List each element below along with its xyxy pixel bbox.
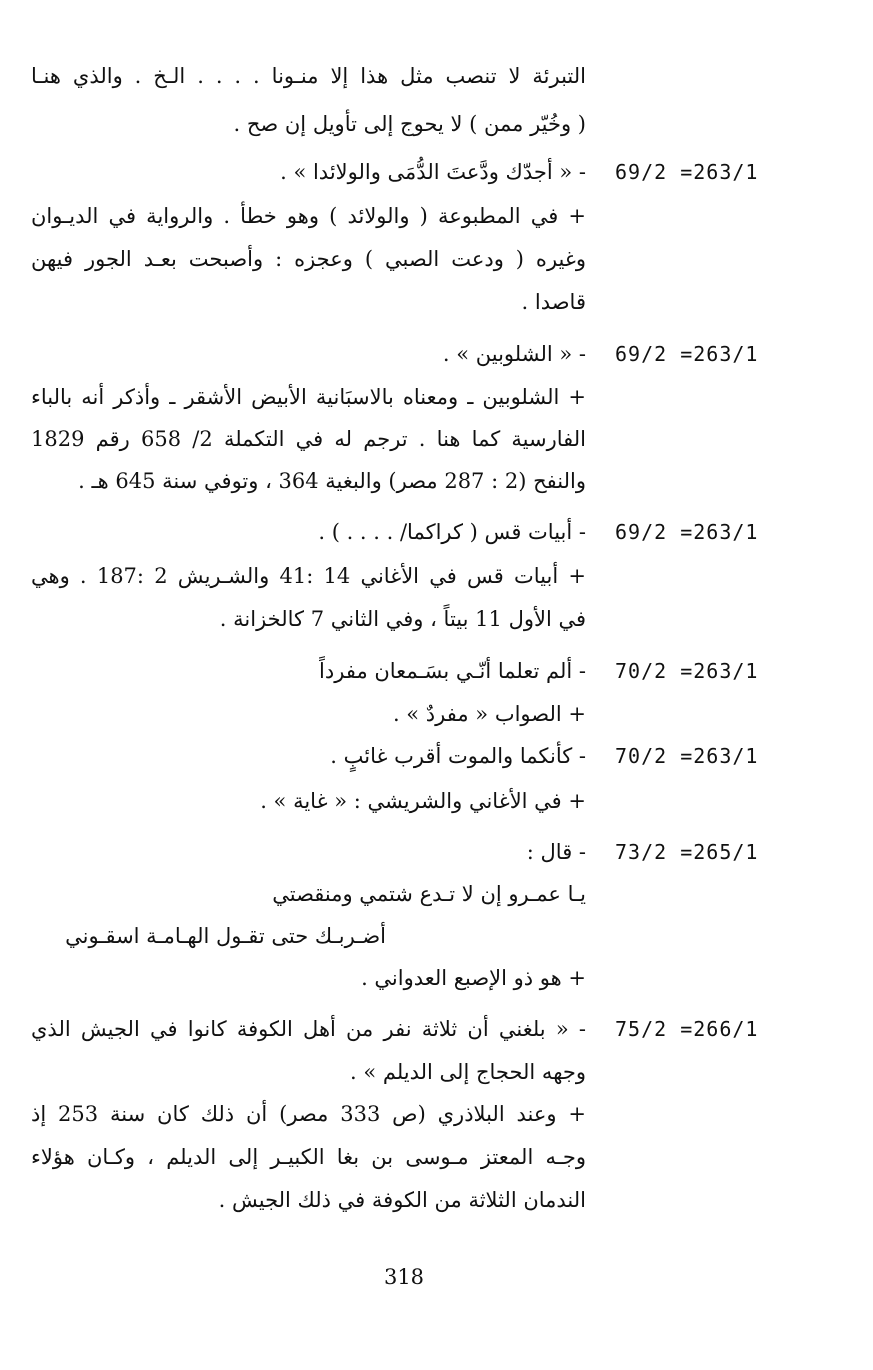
entry-reference: 70/2 =263/1: [615, 659, 759, 683]
entry-note-line: + الصواب « مفردٌ » .: [392, 702, 586, 726]
entry-reference: 69/2 =263/1: [615, 520, 759, 544]
entry-note-line: + في الأغاني والشريشي : « غاية » .: [260, 789, 586, 813]
entry-note-line: + وعند البلاذري (ص 333 مصر) أن ذلك كان سنة 253 إذ: [31, 1102, 586, 1126]
entry-note-line: + أبيات قس في الأغاني 14 :41 والشـريش 2 :187 . وهي: [31, 564, 586, 588]
poem-first-hemistich: يـا عمـرو إن لا تـدع شتمي ومنقصتي: [272, 882, 586, 906]
entry-note-line: الندمان الثلاثة من الكوفة في ذلك الجيش .: [218, 1188, 586, 1212]
entry-note-line: وغيره ( ودعت الصبي ) وعجزه : وأصبحت بعـد الجور فيهن: [31, 247, 586, 271]
entry-quote: - « أجدّك ودَّعتَ الدُّمَى والولائدا » .: [280, 160, 586, 184]
entry-note-line: الفارسية كما هنا . ترجم له في التكملة 2/ 658 رقم 1829: [31, 427, 586, 451]
entry-reference: 73/2 =265/1: [615, 840, 759, 864]
entry-quote: - كأنكما والموت أقرب غائبٍ .: [330, 744, 586, 768]
entry-note-line: والنفح (2 : 287 مصر) والبغية 364 ، وتوفي سنة 645 هـ .: [78, 469, 586, 493]
entry-quote: - ألم تعلما أنّـي بسَـمعان مفرداً: [319, 659, 586, 683]
entry-reference: 75/2 =266/1: [615, 1017, 759, 1041]
intro-line-2: ( وخُيّر ممن ) لا يحوج إلى تأويل إن صح .: [233, 112, 586, 136]
entry-note-line: وجـه المعتز مـوسى بن بغا الكبيـر إلى الديلم ، وكـان هؤلاء: [31, 1145, 586, 1169]
entry-note-line: + هو ذو الإصبع العدواني .: [361, 966, 586, 990]
entry-note-line: + الشلوبين ـ ومعناه بالاسبَانية الأبيض الأشقر ـ وأذكر أنه بالباء: [31, 385, 586, 409]
poem-second-hemistich: أضـربـك حتى تقـول الهـامـة اسقـوني: [65, 924, 386, 948]
entry-reference: 69/2 =263/1: [615, 342, 759, 366]
entry-note-line: + في المطبوعة ( والولائد ) وهو خطأ . والرواية في الديـوان: [31, 204, 586, 228]
intro-line-1: التبرئة لا تنصب مثل هذا إلا منـونا . . . . الـخ . والذي هنـا: [31, 64, 586, 88]
page-number: 318: [383, 1265, 425, 1289]
entry-quote: - قال :: [526, 840, 586, 864]
entry-reference: 69/2 =263/1: [615, 160, 759, 184]
entry-note-line: قاصدا .: [521, 290, 586, 314]
entry-reference: 70/2 =263/1: [615, 744, 759, 768]
entry-quote: وجهه الحجاج إلى الديلم » .: [349, 1060, 586, 1084]
entry-note-line: في الأول 11 بيتاً ، وفي الثاني 7 كالخزانة .: [219, 607, 586, 631]
entry-quote: - « بلغني أن ثلاثة نفر من أهل الكوفة كانوا في الجيش الذي: [31, 1017, 586, 1041]
entry-quote: - أبيات قس ( كراكما/ . . . . ) .: [318, 520, 586, 544]
entry-quote: - « الشلوبين » .: [442, 342, 586, 366]
